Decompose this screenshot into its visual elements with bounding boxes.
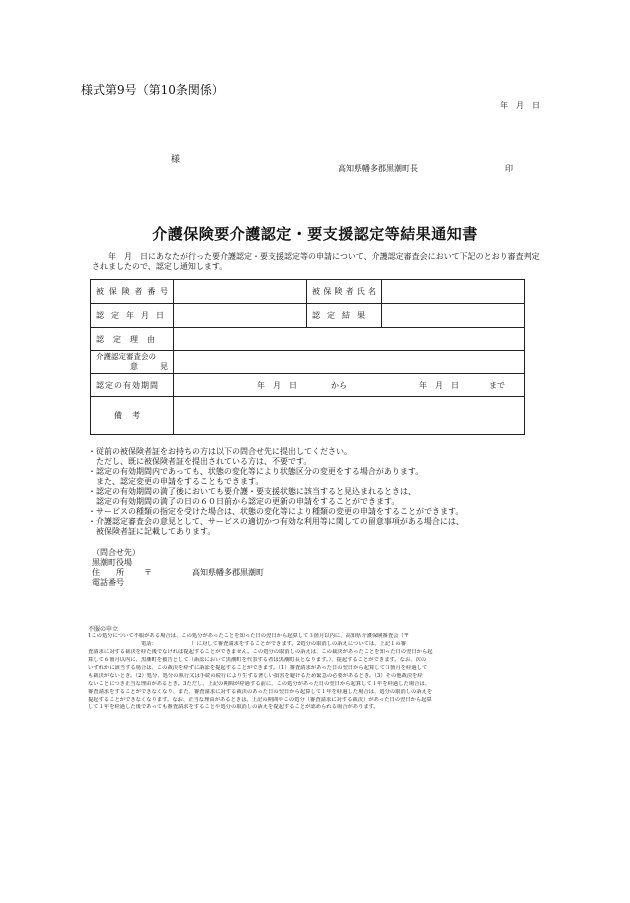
postal-mark: 〒	[144, 568, 152, 577]
cert-result-value	[382, 304, 525, 328]
note-line: 認定の有効期間の満了の日の６０日前から認定の更新の申請をすることができます。	[88, 497, 400, 506]
table-row	[91, 374, 525, 397]
intro-paragraph: 年 月 日にあなたが行った要介護認定・要支援認定等の申請について、介護認定審査会において下記のとおり審査判定されましたので、認定し通知します。	[92, 252, 540, 271]
note-line: ・認定の有効期間内であっても、状態の変化等により状態区分の変更をする場合があります。	[88, 467, 424, 476]
table-row	[91, 328, 525, 351]
form-number: 様式第9号（第10条関係）	[81, 83, 224, 97]
validity-label: 認定の有効期間	[91, 374, 174, 397]
note-line: ・介護認定審査会の意見として、サービスの適切かつ有効な利用等に関しての留意事項がある場合には、	[88, 517, 464, 526]
notes-block	[88, 447, 538, 537]
remarks-label: 備考	[91, 397, 174, 435]
note-line: また、認定変更の申請をすることもできます。	[88, 477, 264, 486]
period-to: まで	[489, 380, 505, 390]
validity-period	[174, 374, 525, 397]
appeal-title: 不服の申立	[88, 626, 119, 633]
cert-date-value	[174, 304, 307, 328]
appeal-line: いずれかに該当する場合は、この裁決を経ずに訴訟を提起することができます。（1）審査請求があった日の翌日から起算して３箇月を経過して	[88, 664, 428, 671]
seal-mark: 印	[505, 164, 513, 173]
result-table	[90, 279, 525, 435]
appeal-line: 電話： ）に対して審査請求をすることができます。2処分の取消しの訴えについては、上記１の審	[88, 640, 407, 647]
table-row	[91, 304, 525, 328]
cert-result-label: 認定結果	[307, 304, 382, 328]
appeal-text	[88, 633, 538, 712]
remarks-value	[174, 397, 525, 435]
contact-address: 高知県幡多郡黒潮町	[192, 568, 264, 577]
cert-date-label: 認 定 年 月 日	[91, 304, 174, 328]
issue-date: 年 月 日	[500, 101, 540, 110]
addressee-suffix: 様	[171, 155, 181, 165]
appeal-line: 提起することができなくなります。なお、正当な理由があるときは、上記の期間やこの処分（審査請求に対する裁決）があった日の翌日から起算	[88, 696, 432, 703]
appeal-line: して１年を経過した後であっても審査請求をすることや処分の取消しの訴えを提起することが認められる場合があります。	[88, 704, 379, 711]
appeal-line: も裁決がないとき。（2）処分、処分の執行又は手続の続行により生ずる著しい損害を避けるため緊急の必要があるとき。（3）その他裁決を経	[88, 672, 423, 679]
table-row	[91, 351, 525, 374]
insured-number-value	[174, 280, 307, 304]
note-line: ・従前の被保険者証をお持ちの方は以下の問合せ先に提出してください。	[88, 447, 352, 456]
appeal-line: 1この処分について不服がある場合は、この処分があったことを知った日の翌日から起算して３箇月以内に、高知県介護保険審査会（〒	[88, 633, 410, 639]
note-line: ・サービスの種類の指定を受けた場合は、状態の変化等により種類の変更の申請をすることができます。	[88, 507, 464, 516]
insured-number-label: 被 保 険 者 番 号	[91, 280, 174, 304]
appeal-line: 査請求に対する裁決を経た後でなければ提起することができません。この処分の取消しの訴えは、この裁決があったことを知った日の翌日から起	[88, 648, 433, 655]
appeal-line: 審査請求をすることができなくなり、また、審査請求に対する裁決のあった日の翌日から起算して１年を経過した場合は、処分の取消しの訴えを	[88, 688, 433, 695]
address-label: 住 所	[92, 568, 128, 577]
insured-name-value	[382, 280, 525, 304]
contact-office: 黒潮町役場	[92, 558, 132, 567]
document-title: 介護保険要介護認定・要支援認定等結果通知書	[152, 225, 478, 243]
note-line: 被保険者証に記載してあります。	[88, 527, 216, 536]
contact-heading: （問合せ先）	[92, 548, 140, 557]
appeal-line: ないことにつき正当な理由があるとき。3ただし、上記の期間が経過する前に、この処分があった日の翌日から起算して１年を経過した場合は、	[88, 680, 431, 687]
table-row	[91, 397, 525, 435]
period-from: から	[331, 380, 347, 390]
cert-reason-value	[174, 328, 525, 351]
period-from-date: 年 月 日	[257, 380, 297, 390]
opinion-label: 介護認定審査会の 意見	[91, 351, 174, 374]
note-line: ただし、既に被保険者証を提出されている方は、不要です。	[88, 457, 312, 466]
contact-address-row	[92, 568, 264, 578]
issuer-name: 高知県幡多郡黒潮町長	[338, 164, 418, 173]
cert-reason-label: 認定理由	[91, 328, 174, 351]
opinion-value	[174, 351, 525, 374]
period-to-date: 年 月 日	[419, 380, 459, 390]
phone-label: 電話番号	[92, 578, 124, 587]
appeal-line: 算して６箇月以内に、黒潮町を被告として（訴訟において黒潮町を代表する者は黒潮町長となります。）、提起することができます。なお、次の	[88, 656, 427, 663]
insured-name-label: 被 保 険 者 氏 名	[307, 280, 382, 304]
contact-block	[92, 548, 264, 588]
table-row	[91, 280, 525, 304]
note-line: ・認定の有効期間の満了後においても要介護・要支援状態に該当すると見込まれるときは、	[88, 487, 416, 496]
